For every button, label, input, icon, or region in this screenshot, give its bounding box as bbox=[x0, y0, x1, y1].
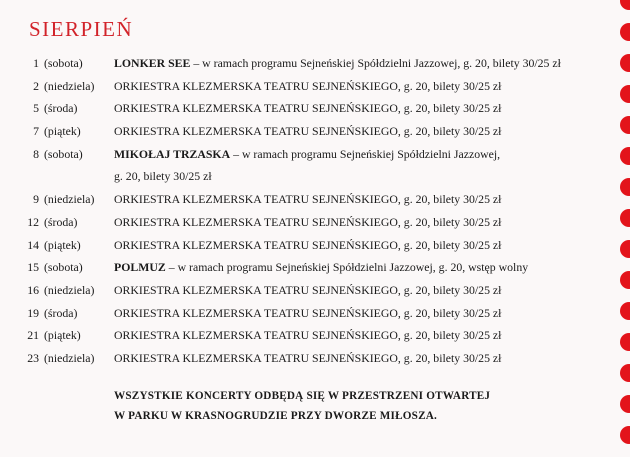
event-day: 9 bbox=[33, 192, 39, 207]
venue-note-line-2: W PARKU W KRASNOGRUDZIE PRZY DWORZE MIŁOSZA. bbox=[114, 410, 438, 422]
event-weekday: (niedziela) bbox=[44, 350, 95, 365]
event-row bbox=[0, 347, 600, 370]
event-row bbox=[0, 120, 600, 143]
venue-note bbox=[114, 386, 490, 426]
event-details: – w ramach programu Sejneńskiej Spółdzielni Jazzowej, g. 20, bilety 30/25 zł bbox=[190, 56, 561, 70]
event-details: ORKIESTRA KLEZMERSKA TEATRU SEJNEŃSKIEGO, g. 20, bilety 30/25 zł bbox=[114, 237, 502, 252]
event-description bbox=[114, 188, 594, 211]
event-weekday: (niedziela) bbox=[44, 192, 95, 207]
decorative-dot bbox=[620, 23, 630, 41]
event-description bbox=[114, 211, 594, 234]
event-description bbox=[114, 143, 594, 188]
event-day: 21 bbox=[27, 328, 39, 343]
performer-name: MIKOŁAJ TRZASKA bbox=[114, 146, 231, 161]
event-day: 15 bbox=[27, 260, 39, 275]
event-day: 23 bbox=[27, 350, 39, 365]
decorative-dot bbox=[620, 85, 630, 103]
event-details: ORKIESTRA KLEZMERSKA TEATRU SEJNEŃSKIEGO, g. 20, bilety 30/25 zł bbox=[114, 78, 502, 93]
event-weekday: (piątek) bbox=[44, 328, 81, 343]
event-day: 5 bbox=[33, 101, 39, 116]
event-row bbox=[0, 75, 600, 98]
event-row bbox=[0, 302, 600, 325]
event-description bbox=[114, 347, 594, 370]
event-day: 14 bbox=[27, 237, 39, 252]
event-description bbox=[114, 75, 594, 98]
event-details: ORKIESTRA KLEZMERSKA TEATRU SEJNEŃSKIEGO, g. 20, bilety 30/25 zł bbox=[114, 328, 502, 343]
event-weekday: (niedziela) bbox=[44, 78, 95, 93]
performer-name: POLMUZ bbox=[114, 260, 166, 275]
decorative-dot bbox=[620, 178, 630, 196]
event-weekday: (piątek) bbox=[44, 124, 81, 139]
decorative-dot bbox=[620, 302, 630, 320]
event-row bbox=[0, 324, 600, 347]
event-day: 12 bbox=[27, 214, 39, 229]
event-description bbox=[114, 256, 594, 279]
decorative-dot bbox=[620, 240, 630, 258]
event-details: – w ramach programu Sejneńskiej Spółdzielni Jazzowej, bbox=[230, 146, 501, 161]
decorative-dot bbox=[620, 271, 630, 289]
event-row bbox=[0, 97, 600, 120]
event-row bbox=[0, 143, 600, 188]
event-weekday: (środa) bbox=[44, 214, 78, 229]
performer-name: LONKER SEE bbox=[114, 56, 191, 70]
event-details: ORKIESTRA KLEZMERSKA TEATRU SEJNEŃSKIEGO, g. 20, bilety 30/25 zł bbox=[114, 124, 502, 139]
decorative-dot bbox=[620, 147, 630, 165]
event-day: 2 bbox=[33, 78, 39, 93]
decorative-dot bbox=[620, 116, 630, 134]
event-details: ORKIESTRA KLEZMERSKA TEATRU SEJNEŃSKIEGO, g. 20, bilety 30/25 zł bbox=[114, 192, 502, 207]
event-details: ORKIESTRA KLEZMERSKA TEATRU SEJNEŃSKIEGO, g. 20, bilety 30/25 zł bbox=[114, 350, 502, 365]
event-day: 16 bbox=[27, 282, 39, 297]
event-description bbox=[114, 279, 594, 302]
decorative-dot bbox=[620, 395, 630, 413]
event-description bbox=[114, 52, 594, 75]
event-description bbox=[114, 234, 594, 257]
event-details: ORKIESTRA KLEZMERSKA TEATRU SEJNEŃSKIEGO, g. 20, bilety 30/25 zł bbox=[114, 282, 502, 297]
decorative-dot bbox=[620, 333, 630, 351]
event-description bbox=[114, 97, 594, 120]
venue-note-line-1: WSZYSTKIE KONCERTY ODBĘDĄ SIĘ W PRZESTRZENI OTWARTEJ bbox=[114, 390, 491, 402]
event-details: – w ramach programu Sejneńskiej Spółdzielni Jazzowej, g. 20, wstęp wolny bbox=[165, 260, 529, 275]
event-row bbox=[0, 279, 600, 302]
event-weekday: (sobota) bbox=[44, 56, 83, 70]
event-weekday: (piątek) bbox=[44, 237, 81, 252]
event-description bbox=[114, 120, 594, 143]
event-weekday: (sobota) bbox=[44, 260, 83, 275]
event-day: 19 bbox=[27, 305, 39, 320]
event-row bbox=[0, 256, 600, 279]
event-weekday: (środa) bbox=[44, 305, 78, 320]
event-details: ORKIESTRA KLEZMERSKA TEATRU SEJNEŃSKIEGO, g. 20, bilety 30/25 zł bbox=[114, 101, 502, 116]
event-row bbox=[0, 52, 600, 75]
decorative-dot bbox=[620, 426, 630, 444]
event-description bbox=[114, 302, 594, 325]
event-weekday: (sobota) bbox=[44, 146, 83, 161]
event-list bbox=[0, 52, 600, 370]
month-title: SIERPIEŃ bbox=[29, 17, 134, 41]
event-day: 1 bbox=[33, 56, 39, 70]
event-weekday: (niedziela) bbox=[44, 282, 95, 297]
event-details: ORKIESTRA KLEZMERSKA TEATRU SEJNEŃSKIEGO, g. 20, bilety 30/25 zł bbox=[114, 214, 502, 229]
event-details: ORKIESTRA KLEZMERSKA TEATRU SEJNEŃSKIEGO, g. 20, bilety 30/25 zł bbox=[114, 305, 502, 320]
event-details-continued: g. 20, bilety 30/25 zł bbox=[114, 169, 212, 184]
decorative-dot bbox=[620, 364, 630, 382]
event-row bbox=[0, 234, 600, 257]
event-weekday: (środa) bbox=[44, 101, 78, 116]
event-description bbox=[114, 324, 594, 347]
event-row bbox=[0, 211, 600, 234]
event-day: 8 bbox=[33, 146, 39, 161]
event-day: 7 bbox=[33, 124, 39, 139]
decorative-dot bbox=[620, 209, 630, 227]
event-row bbox=[0, 188, 600, 211]
decorative-dot bbox=[620, 0, 630, 10]
decorative-dot bbox=[620, 54, 630, 72]
